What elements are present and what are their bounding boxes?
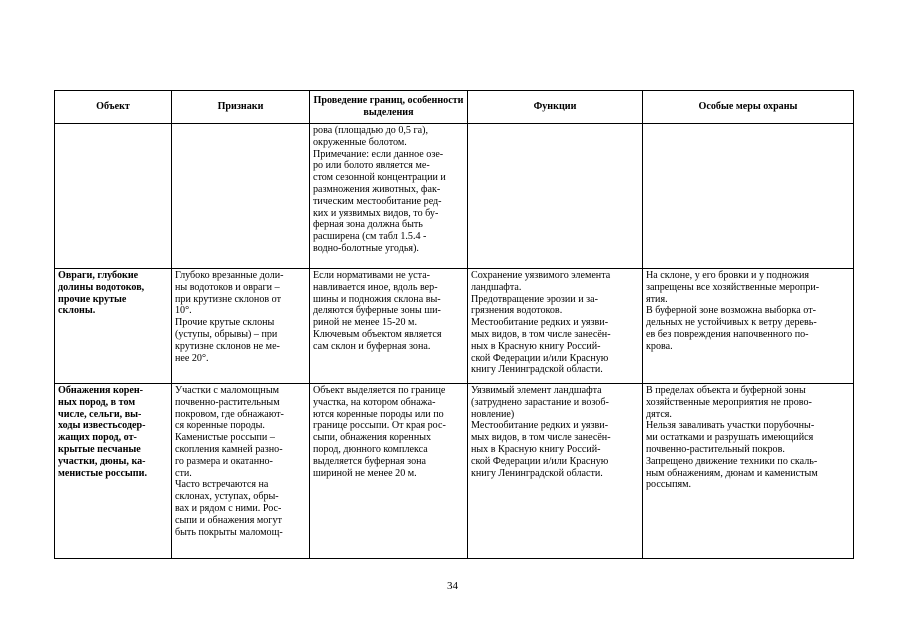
cell-boundaries: рова (площадью до 0,5 га), окруженные болотом. Примечание: если данное озе- ро или болото является ме- стом сезонной концентрации и размножения животных, фак- тическим местообитание ред- ких и уязвимых видов, то бу- ферная зона должна быть расширена (см табл 1.5.4 - водно-болотные угодья).: [310, 124, 468, 269]
measures-table: [54, 90, 854, 559]
cell-protection: На склоне, у его бровки и у подножия запрещены все хозяйственные меропри- ятия. В буферной зоне возможна выборка от- дельных не устойчивых к ветру деревь- ев без повреждения напочвенного по- крова.: [643, 269, 854, 384]
cell-object: Овраги, глубокие долины водотоков, прочие крутые склоны.: [55, 269, 172, 384]
cell-signs: Участки с маломощным почвенно-растительным покровом, где обнажают- ся коренные породы. Каменистые россыпи – скопления камней разно- го размера и окатанно- сти. Часто встречаются на склонах, уступах, обры- вах и рядом с ними. Рос- сыпи и обнажения могут быть покрыты маломощ-: [172, 384, 310, 559]
cell-signs: [172, 124, 310, 269]
cell-functions: [468, 124, 643, 269]
header-boundaries: Проведение границ, особенности выделения: [310, 91, 468, 124]
cell-functions: Сохранение уязвимого элемента ландшафта. Предотвращение эрозии и за- грязнения водотоков. Местообитание редких и уязви- мых видов, в том числе занесён- ных в Красную книгу Россий- ской Федерации и/или Красную книгу Ленинградской области.: [468, 269, 643, 384]
header-signs: Признаки: [172, 91, 310, 124]
table-row: [55, 384, 854, 559]
cell-boundaries: Объект выделяется по границе участка, на котором обнажа- ются коренные породы или по границе россыпи. От края рос- сыпи, обнажения коренных пород, дюнного комплекса выделяется буферная зона шириной не менее 20 м.: [310, 384, 468, 559]
cell-boundaries: Если нормативами не уста- навливается иное, вдоль вер- шины и подножия склона вы- деляются буферные зоны ши- риной не менее 15-20 м. Ключевым объектом является сам склон и буферная зона.: [310, 269, 468, 384]
table-row: [55, 269, 854, 384]
cell-protection: В пределах объекта и буферной зоны хозяйственные мероприятия не прово- дятся. Нельзя заваливать участки порубочны- ми остатками и разрушать имеющийся почвенно-растительный покров. Запрещено движение техники по скаль- ным обнажениям, дюнам и каменистым россыпям.: [643, 384, 854, 559]
cell-protection: [643, 124, 854, 269]
cell-object: Обнажения корен- ных пород, в том числе, сельги, вы- ходы известьсодер- жащих пород, от- крытые песчаные участки, дюны, ка- менистые россыпи.: [55, 384, 172, 559]
header-protection: Особые меры охраны: [643, 91, 854, 124]
table-header-row: [55, 91, 854, 124]
cell-functions: Уязвимый элемент ландшафта (затруднено зарастание и возоб- новление) Местообитание редких и уязви- мых видов, в том числе занесён- ных в Красную книгу Россий- ской Федерации и/или Красную книгу Ленинградской области.: [468, 384, 643, 559]
header-functions: Функции: [468, 91, 643, 124]
cell-object: [55, 124, 172, 269]
table-row: [55, 124, 854, 269]
page-number: 34: [447, 580, 458, 592]
header-object: Объект: [55, 91, 172, 124]
cell-signs: Глубоко врезанные доли- ны водотоков и овраги – при крутизне склонов от 10°. Прочие крутые склоны (уступы, обрывы) – при крутизне склонов не ме- нее 20°.: [172, 269, 310, 384]
